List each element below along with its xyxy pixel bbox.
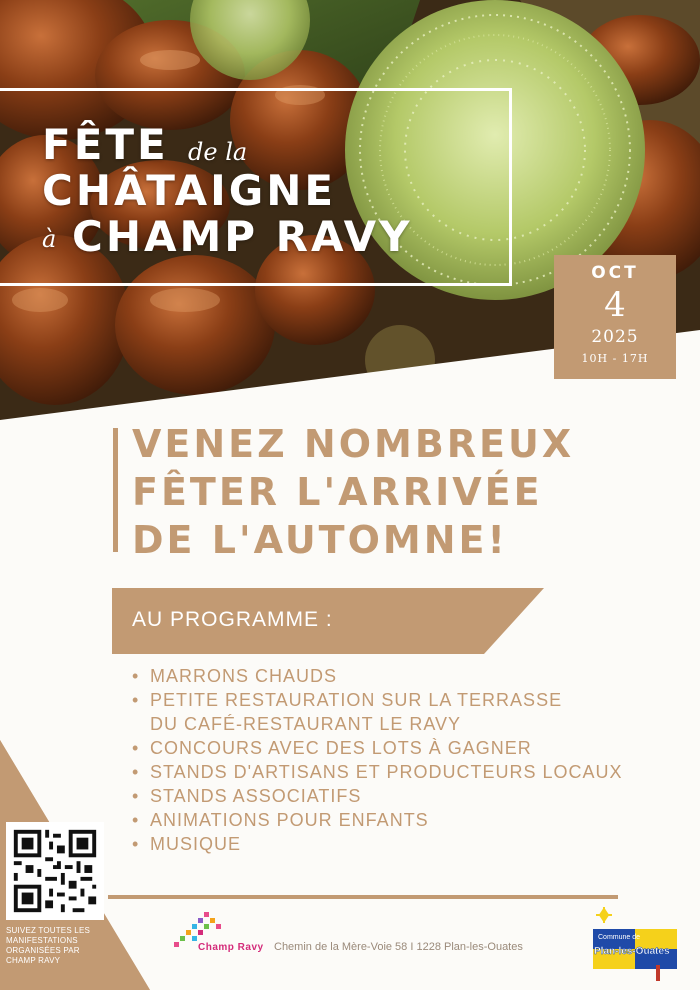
title-line-3: CHAMP RAVY (72, 212, 413, 261)
programme-title: AU PROGRAMME : (132, 608, 333, 631)
list-item: • ANIMATIONS POUR ENFANTS (132, 808, 623, 832)
headline (132, 420, 574, 564)
title-line-2: CHÂTAIGNE (42, 166, 337, 215)
commune-small-text: Commune de (598, 934, 641, 941)
list-item: • PETITE RESTAURATION SUR LA TERRASSE (132, 688, 623, 712)
list-item: • STANDS ASSOCIATIFS (132, 784, 623, 808)
list-item: • MARRONS CHAUDS (132, 664, 623, 688)
date-badge (554, 255, 676, 379)
champ-ravy-name: Champ Ravy (198, 942, 264, 953)
title-line-1-small: de la (188, 138, 248, 166)
title-line-3-small: à (42, 225, 57, 253)
commune-name-text: Plan-les-Ouates (594, 946, 670, 957)
address: Chemin de la Mère-Voie 58 I 1228 Plan-les-Ouates (274, 941, 523, 953)
footer-divider (108, 895, 618, 899)
headline-line-3: DE L'AUTOMNE! (132, 518, 508, 562)
date-year: 2025 (591, 327, 639, 347)
date-hours: 10H - 17H (581, 352, 649, 365)
headline-line-1: VENEZ NOMBREUX (132, 422, 575, 466)
date-day: 4 (604, 285, 626, 325)
follow-text: SUIVEZ TOUTES LES MANIFESTATIONS ORGANISÉES PAR CHAMP RAVY (6, 926, 91, 965)
headline-accent-bar (113, 428, 118, 552)
list-item: • STANDS D'ARTISANS ET PRODUCTEURS LOCAUX (132, 760, 623, 784)
qr-code-icon (6, 822, 104, 920)
headline-line-2: FÊTER L'ARRIVÉE (132, 470, 543, 514)
list-item: • MUSIQUE (132, 832, 623, 856)
date-month: OCT (591, 263, 639, 283)
programme-list (132, 664, 623, 856)
commune-logo (590, 905, 680, 985)
qr-code[interactable] (6, 822, 104, 920)
list-item: DU CAFÉ-RESTAURANT LE RAVY (150, 714, 462, 734)
title-line-1: FÊTE (42, 120, 169, 169)
list-item: • CONCOURS AVEC DES LOTS À GAGNER (132, 736, 623, 760)
